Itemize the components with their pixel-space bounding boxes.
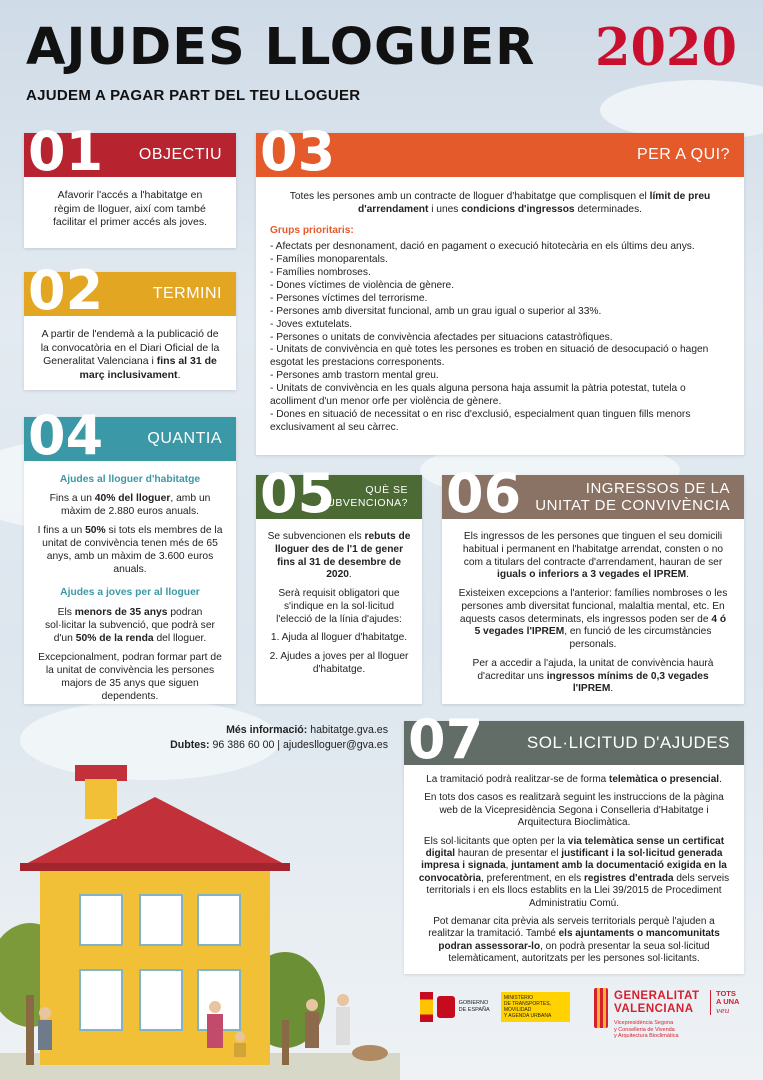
section-body [24, 461, 236, 715]
person-body [336, 1007, 350, 1045]
title-line: INGRESSOS DE LA [585, 479, 730, 497]
section-quantia [24, 404, 236, 704]
title-line: UNITAT DE CONVIVÈNCIA [535, 497, 730, 514]
text-run: La tramitació podrà realitzar-se de forma [426, 774, 609, 785]
house-illustration [0, 745, 400, 1080]
window [140, 970, 182, 1030]
page-subtitle: AJUDEM A PAGAR PART DEL TEU LLOGUER [26, 87, 361, 104]
house-roof [20, 797, 290, 867]
doubts-contact[interactable]: 96 386 60 00 | ajudeslloguer@gva.es [209, 739, 388, 752]
generalitat-logo [594, 986, 754, 1048]
person-body [234, 1043, 246, 1057]
logo-text: Vicepresidència Segona [614, 1020, 674, 1026]
text-run: Els [57, 606, 75, 618]
text-bold: iguals o inferiors a 3 vegades el IPREM [497, 569, 687, 581]
paragraph [418, 774, 730, 786]
section-title [535, 475, 730, 519]
section-title: TERMINI [152, 285, 222, 302]
person-body [305, 1012, 319, 1048]
section-body: Afavorir l'accés a l'habitatge en règim de lloguer, així com també facilitar el primer accés als joves. [52, 189, 208, 229]
text-run: Fins a un [49, 493, 95, 505]
section-number: 06 [446, 462, 522, 525]
tree-trunk [26, 995, 34, 1065]
text-bold: menors de 35 anys [74, 606, 168, 618]
text-run: I fins a un [37, 525, 86, 537]
text-run: . [610, 683, 614, 695]
text-bold: 50% de la renda [75, 632, 154, 644]
text-run: . [719, 774, 722, 785]
doubts-label: Dubtes: [170, 739, 210, 752]
logo-text: GOBIERNO [458, 1000, 489, 1007]
paragraph [456, 658, 730, 696]
group-item: - Joves extutelats. [270, 318, 353, 330]
spain-flag-icon [420, 992, 433, 1022]
paragraph [456, 531, 730, 582]
logo-text: veu [716, 1005, 730, 1015]
window [80, 970, 122, 1030]
text-run: Per a accedir a l'ajuda, la unitat de convivència haurà d'acreditar uns [472, 657, 714, 682]
paragraph [36, 606, 224, 645]
text-run: , amb un màxim de 2.880 euros anuals. [61, 493, 211, 518]
text-run: Pot demanar cita prèvia als serveis territorials perquè l'ajuden a realitzar la tramitació. També [428, 915, 715, 940]
section-header [24, 120, 236, 183]
tots-a-una-veu [710, 990, 739, 1015]
background-cloud [600, 80, 763, 140]
paragraph: Serà requisit obligatori que s'indique en la sol·licitud l'elecció de la línia d'ajudes: [276, 588, 402, 625]
text-run: determinades. [574, 203, 642, 215]
groups-title: Grups prioritaris: [270, 224, 354, 236]
section-title: QUÈ SE SUBVENCIONA? [319, 483, 409, 509]
generalitat-name [614, 990, 700, 1016]
logo-text: DE TRANSPORTES, MOVILIDAD [503, 1001, 551, 1013]
group-item: - Unitats de convivència en què totes les persones es troben en situació de desocupació o hagen esgotat les prestacions corresponents. [270, 344, 709, 369]
text-bold: 4 ó 5 vegades l'IPREM [474, 613, 727, 638]
text-run: A partir de l'endemà a la publicació de la convocatòria en el Diari Oficial de la Generalitat Valenciana i [40, 328, 220, 368]
logo-text: MINISTERIO [503, 995, 534, 1001]
groups-list [270, 241, 730, 435]
intro-text [270, 191, 730, 217]
person-body [38, 1020, 52, 1050]
text-run: Existeixen excepcions a l'anterior: famílies nombroses o les persones amb diversitat funcional, malaltia mental, etc. En aquests casos determinats, els ingressos poden ser de [458, 588, 728, 625]
logo-text: y Conselleria de Vivenda [614, 1026, 675, 1033]
text-run: podran sol·licitar la subvenció, que podrà ser d'un [45, 606, 215, 644]
logo-text: VALENCIANA [614, 1003, 694, 1016]
dog [352, 1045, 388, 1061]
person-head [306, 999, 318, 1011]
text-run: Se subvencionen els [267, 531, 365, 542]
text-bold: 40% del lloguer [94, 493, 171, 505]
text-run: dels serveis territorials i en els llocs establits en la Llei 39/2015 de Procediment Administratiu Comú. [426, 872, 730, 909]
group-item: - Famílies nombroses. [270, 266, 371, 278]
logo-text: Y AGENDA URBANA [503, 1013, 552, 1019]
text-run: Els ingressos de les persones que tinguen el seu domicili habitual i permanent en l'habitatge arrendat, consten o no com a titulars del contracte d'arrendament, hauran de ser [462, 531, 724, 568]
section-header [442, 462, 744, 525]
option-item: 2. Ajudes a joves per al lloguer d'habitatge. [269, 651, 409, 675]
person-head [209, 1001, 221, 1013]
text-run: , [505, 860, 512, 872]
text-bold: els ajuntaments o mancomunitats podran assessorar-lo [438, 928, 720, 952]
generalitat-subtitle [614, 1020, 679, 1040]
logo-text: GENERALITAT [614, 990, 700, 1002]
section-body [404, 765, 744, 974]
text-run: . [686, 569, 689, 581]
text-run: si tots els membres de la unitat de convivència tenen més de 65 anys, amb un màxim de 3.600 euros anuals. [42, 525, 223, 576]
section-header [404, 708, 744, 771]
text-bold: juntament amb la documentació exigida en la convocatòria [418, 860, 727, 884]
more-info-label: Més informació: [226, 724, 308, 736]
text-run: , preferentment, en els [481, 872, 584, 884]
section-title: OBJECTIU [138, 146, 222, 163]
text-bold: rebuts de lloguer des de l'1 de gener fins al 31 de desembre de 2020 [274, 531, 411, 581]
text-bold: ingressos mínims de 0,3 vegades l'IPREM [546, 670, 709, 695]
logo-text: y Arquitectura Bioclimàtica [614, 1033, 679, 1040]
section-header [256, 462, 422, 525]
window [198, 895, 240, 945]
section-number: 01 [28, 120, 104, 183]
logo-text: DE ESPAÑA [458, 1007, 490, 1013]
group-item: - Afectats per desnonament, dació en pagament o execució hitotecària en els últims deu anys. [270, 240, 695, 252]
section-sollicitud [404, 708, 744, 974]
tree-trunk [282, 1020, 289, 1065]
person-head [235, 1032, 245, 1042]
text-run: Totes les persones amb un contracte de lloguer d'habitatge que complisquen el [289, 191, 650, 202]
person-head [337, 994, 349, 1006]
section-number: 05 [260, 462, 336, 525]
paragraph [456, 588, 730, 652]
text-bold: via telemàtica sense un certificat digital [425, 835, 725, 859]
section-body [256, 519, 422, 689]
window [140, 895, 182, 945]
section-title: PER A QUI? [636, 146, 730, 163]
paragraph [36, 524, 224, 576]
paragraph: En tots dos casos es realitzarà seguint les instruccions de la pàgina web de la Vicepresidència Segona i Conselleria d'Habitatge i Arquitectura Bioclimàtica. [424, 792, 724, 829]
page-title: AJUDES LLOGUER [26, 18, 536, 77]
section-number: 04 [28, 404, 104, 467]
section-que-se-subvenciona [256, 462, 422, 704]
text-run: , en funció de les circumstàncies personals. [564, 626, 712, 650]
section-body [442, 519, 744, 708]
section-header [24, 404, 236, 467]
section-header [24, 259, 236, 322]
section-ingressos [442, 462, 744, 704]
section-per-a-qui [256, 120, 744, 455]
section-objectiu [24, 120, 236, 248]
ministerio-text [501, 992, 570, 1022]
paragraph [418, 836, 730, 910]
text-bold: telemàtica o presencial [609, 774, 720, 785]
text-run: del lloguer. [153, 632, 207, 644]
paragraph [418, 916, 730, 966]
text-run: Els sol·licitants que opten per la [423, 835, 568, 847]
text-run: . [348, 569, 352, 581]
text-run: hauran de presentar el [455, 847, 562, 859]
option-item: 1. Ajuda al lloguer d'habitatge. [270, 632, 408, 644]
year-label: 2020 [595, 18, 737, 78]
group-item: - Persones o unitats de convivència afectades per situacions catastròfiques. [270, 331, 613, 343]
window [80, 895, 122, 945]
gobierno-logo [420, 990, 570, 1024]
text-bold: registres d'entrada [583, 872, 674, 884]
group-item: - Dones víctimes de violència de gènere. [270, 279, 455, 291]
logo-text: TOTS [716, 989, 736, 998]
text-bold: 50% [85, 525, 106, 537]
text-bold: justificant i la sol·licitud generada impresa i signada [421, 847, 723, 872]
logo-text: A UNA [716, 997, 740, 1007]
section-termini [24, 259, 236, 390]
chimney-stack [85, 779, 117, 819]
text-run: . [177, 368, 181, 381]
generalitat-emblem-icon [594, 988, 608, 1028]
house-roof-band [20, 863, 290, 871]
group-item: - Persones amb trastorn mental greu. [270, 370, 439, 382]
section-title: QUANTIA [147, 430, 222, 447]
section-title: SOL·LICITUD D'AJUDES [526, 733, 730, 752]
section-number: 07 [408, 708, 484, 771]
section-number: 02 [28, 259, 104, 322]
text-bold: fins al 31 de març inclusivament [79, 355, 217, 381]
group-item: - Famílies monoparentals. [270, 253, 388, 265]
group-item: - Unitats de convivència en les quals alguna persona haja assumit la pàtria potestat, tutela o acolliment d'un menor orfe per violència de gènere. [270, 383, 686, 408]
paragraph [36, 492, 224, 518]
subheading: Ajudes a joves per al lloguer [60, 587, 200, 599]
text-run: , on podrà presentar la seua sol·licitud telemàticament, autoritzats per les persones sol·licitants. [448, 940, 710, 965]
text-bold: límit de preu d'arrendament [358, 191, 711, 215]
section-number: 03 [260, 120, 336, 183]
group-item: - Persones víctimes del terrorisme. [270, 292, 428, 304]
person-head [39, 1007, 51, 1019]
section-body [24, 316, 236, 395]
more-info-link[interactable]: habitatge.gva.es [307, 724, 388, 736]
person-body [207, 1014, 223, 1048]
section-header [256, 120, 744, 183]
text-bold: condicions d'ingressos [461, 203, 575, 215]
paragraph [266, 531, 412, 582]
subheading: Ajudes al lloguer d'habitatge [59, 474, 201, 485]
section-body [256, 177, 744, 441]
more-info-line [160, 723, 388, 738]
group-item: - Persones amb diversitat funcional, amb un grau igual o superior al 33%. [270, 305, 602, 317]
paragraph: Excepcionalment, podran formar part de la unitat de convivència les persones majors de 35 anys que siguen dependents. [38, 651, 222, 702]
chimney [75, 765, 127, 781]
text-run: i unes [428, 203, 462, 215]
gobierno-text [459, 1000, 497, 1013]
coat-of-arms-icon [437, 996, 454, 1018]
group-item: - Dones en situació de necessitat o en risc d'exclusió, especialment quan tinguen fills menors exclusivament al seu càrrec. [270, 409, 691, 434]
